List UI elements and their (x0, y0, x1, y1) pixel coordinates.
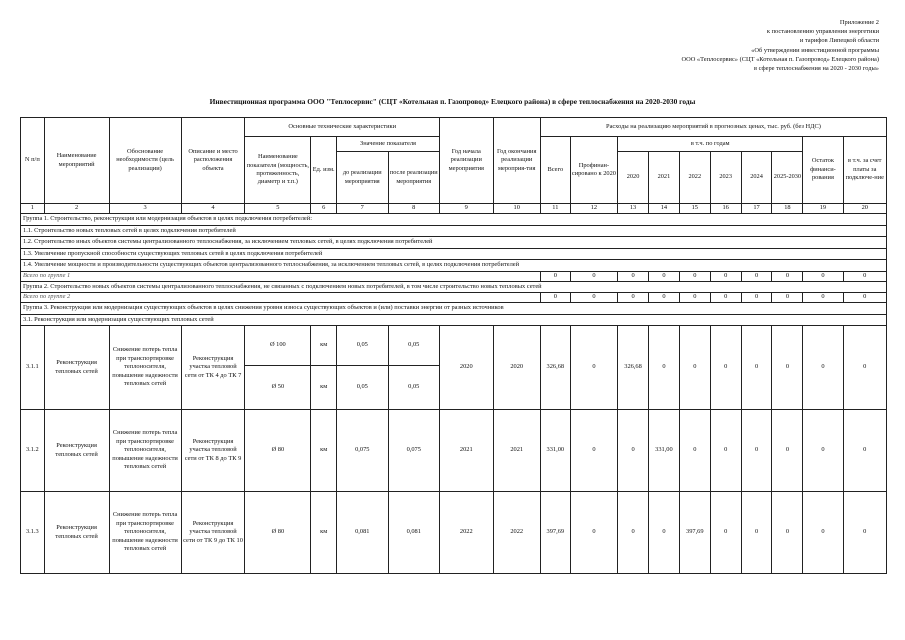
col-2024-header: 2024 (741, 152, 772, 204)
appendix-line: к постановлению управления энергетики (766, 28, 879, 36)
main-chars-header: Основные технические характеристики (245, 118, 440, 137)
total: 331,00 (540, 410, 570, 492)
column-number: 5 (245, 204, 311, 214)
row-number: 3.1.3 (21, 492, 45, 574)
justification: Снижение потерь тепла при транспортировке теплоносителя, повышение надежности тепловых сетей (109, 410, 181, 492)
measure-name: Реконструкция тепловых сетей (44, 492, 109, 574)
column-number: 7 (337, 204, 388, 214)
column-number: 3 (109, 204, 181, 214)
sum-value: 0 (618, 271, 649, 281)
group-1-title: Группа 1. Строительство, реконструкция или модернизация объектов в целях подключения потребителей: (21, 214, 887, 226)
value-before: 0,081 (337, 492, 388, 574)
year-2021: 331,00 (648, 410, 679, 492)
col-end-year-header: Год окончания реализации мероприя-тия (493, 118, 540, 204)
column-number: 6 (311, 204, 337, 214)
sum-value: 0 (540, 271, 570, 281)
header-row (21, 118, 887, 137)
value-before: 0,05 (337, 366, 388, 410)
value-after: 0,05 (388, 366, 439, 410)
year-2020: 0 (618, 492, 649, 574)
value-after: 0,05 (388, 326, 439, 366)
sum-value: 0 (741, 271, 772, 281)
column-number: 2 (44, 204, 109, 214)
sum-label: Всего по группе 2 (21, 293, 541, 303)
by-years-header: в т.ч. по годам (618, 137, 803, 152)
sum-value: 0 (710, 293, 741, 303)
column-number: 16 (710, 204, 741, 214)
appendix-line: «Об утверждении инвестиционной программы (751, 46, 879, 54)
unit: км (311, 492, 337, 574)
subgroup-1-2-title: 1.2. Строительство иных объектов системы централизованного теплоснабжения, за исключением тепловых сетей, в целях подключения потребителей (21, 237, 887, 249)
start-year: 2020 (440, 326, 494, 410)
year-2023: 0 (710, 326, 741, 410)
sum-value: 0 (618, 293, 649, 303)
year-2021: 0 (648, 492, 679, 574)
year-2024: 0 (741, 410, 772, 492)
value-after: 0,075 (388, 410, 439, 492)
col-2021-header: 2021 (648, 152, 679, 204)
indicator: Ø 80 (245, 410, 311, 492)
sum-value: 0 (648, 293, 679, 303)
group-3-title: Группа 3. Реконструкция или модернизация существующих объектов в целях снижения уровня износа существующих объектов и (или) поставки энергии от разных источников (21, 303, 887, 315)
group-row (21, 237, 887, 249)
sum-row-group-2 (21, 293, 887, 303)
column-number: 12 (570, 204, 617, 214)
group-row (21, 281, 887, 293)
sum-value: 0 (803, 271, 843, 281)
connection-fee: 0 (843, 492, 886, 574)
year-2022: 0 (679, 326, 710, 410)
year-2025-2030: 0 (772, 492, 803, 574)
measure-name: Реконструкция тепловых сетей (44, 410, 109, 492)
indicator: Ø 100 (245, 326, 311, 366)
table-row (21, 326, 887, 366)
col-2023-header: 2023 (710, 152, 741, 204)
appendix-line: Приложение 2 (839, 19, 879, 26)
column-number: 9 (440, 204, 494, 214)
col-fee-header: в т.ч. за счет платы за подключе-ние (843, 137, 886, 204)
justification: Снижение потерь тепла при транспортировке теплоносителя, повышение надежности тепловых сетей (109, 492, 181, 574)
sum-label: Всего по группе 1 (21, 271, 541, 281)
measure-name: Реконструкция тепловых сетей (44, 326, 109, 410)
appendix-line: и тарифов Липецкой области (799, 37, 879, 45)
connection-fee: 0 (843, 326, 886, 410)
table-row (21, 492, 887, 574)
row-number: 3.1.2 (21, 410, 45, 492)
group-row (21, 314, 887, 326)
unit: км (311, 326, 337, 366)
year-2023: 0 (710, 492, 741, 574)
col-financed-header: Профинан-сировано к 2020 (570, 137, 617, 204)
group-row (21, 214, 887, 226)
value-after: 0,081 (388, 492, 439, 574)
col-before-header: до реализации мероприятия (337, 152, 388, 204)
end-year: 2021 (493, 410, 540, 492)
sum-value: 0 (710, 271, 741, 281)
appendix-line: ООО «Теплосервис» (СЦТ «Котельная п. Газопровод» Елецкого района) (681, 55, 879, 63)
column-number: 18 (772, 204, 803, 214)
indicator: Ø 80 (245, 492, 311, 574)
col-description-header: Описание и место расположения объекта (181, 118, 245, 204)
year-2023: 0 (710, 410, 741, 492)
remainder: 0 (803, 326, 843, 410)
financed: 0 (570, 326, 617, 410)
col-after-header: после реализации мероприятия (388, 152, 439, 204)
col-remainder-header: Остаток финанси-рования (803, 137, 843, 204)
sum-value: 0 (843, 293, 886, 303)
description: Реконструкция участка тепловой сети от ТК 9 до ТК 10 (181, 492, 245, 574)
col-unit-header: Ед. изм. (311, 137, 337, 204)
description: Реконструкция участка тепловой сети от ТК 8 до ТК 9 (181, 410, 245, 492)
group-2-title: Группа 2. Строительство новых объектов системы централизованного теплоснабжения, не связанных с подключением новых потребителей, в том числе строительство новых тепловых сетей (21, 281, 887, 293)
year-2024: 0 (741, 492, 772, 574)
sum-value: 0 (570, 271, 617, 281)
sum-value: 0 (540, 293, 570, 303)
sum-value: 0 (843, 271, 886, 281)
col-justification-header: Обоснование необходимости (цель реализации) (109, 118, 181, 204)
unit: км (311, 410, 337, 492)
year-2022: 0 (679, 410, 710, 492)
year-2025-2030: 0 (772, 410, 803, 492)
start-year: 2021 (440, 410, 494, 492)
remainder: 0 (803, 410, 843, 492)
sum-value: 0 (772, 271, 803, 281)
column-number: 19 (803, 204, 843, 214)
document-title: Инвестиционная программа ООО "Теплосервис" (СЦТ «Котельная п. Газопровод» Елецкого района) в сфере теплоснабжения на 2020-2030 годы (209, 97, 696, 106)
column-number: 8 (388, 204, 439, 214)
end-year: 2020 (493, 326, 540, 410)
col-num-header: N п/п (21, 118, 45, 204)
row-number: 3.1.1 (21, 326, 45, 410)
value-before: 0,05 (337, 326, 388, 366)
year-2020: 326,68 (618, 326, 649, 410)
sum-value: 0 (570, 293, 617, 303)
subgroup-3-1-title: 3.1. Реконструкция или модернизация существующих тепловых сетей (21, 314, 887, 326)
column-number: 10 (493, 204, 540, 214)
col-name-header: Наименование мероприятий (44, 118, 109, 204)
col-indicator-header: Наименование показателя (мощность, протяженность, диаметр и т.п.) (245, 137, 311, 204)
start-year: 2022 (440, 492, 494, 574)
year-2022: 397,69 (679, 492, 710, 574)
sum-row-group-1 (21, 271, 887, 281)
sum-value: 0 (679, 293, 710, 303)
subgroup-1-4-title: 1.4. Увеличение мощности и производительности существующих объектов централизованного теплоснабжения, за исключением тепловых сетей, в целях подключения потребителей (21, 260, 887, 272)
year-2020: 0 (618, 410, 649, 492)
financed: 0 (570, 410, 617, 492)
sum-value: 0 (741, 293, 772, 303)
group-row (21, 260, 887, 272)
description: Реконструкция участка тепловой сети от ТК 4 до ТК 7 (181, 326, 245, 410)
column-number: 17 (741, 204, 772, 214)
col-2025-header: 2025-2030 (772, 152, 803, 204)
sum-value: 0 (679, 271, 710, 281)
subgroup-1-3-title: 1.3. Увеличение пропускной способности существующих тепловых сетей в целях подключения потребителей (21, 248, 887, 260)
column-number: 14 (648, 204, 679, 214)
group-row (21, 225, 887, 237)
group-row (21, 303, 887, 315)
investment-program-table (20, 117, 887, 574)
column-number: 4 (181, 204, 245, 214)
column-number: 13 (618, 204, 649, 214)
table-row (21, 410, 887, 492)
total: 326,68 (540, 326, 570, 410)
expenses-header: Расходы на реализацию мероприятий в прогнозных ценах, тыс. руб. (без НДС) (540, 118, 886, 137)
subgroup-1-1-title: 1.1. Строительство новых тепловых сетей в целях подключения потребителей (21, 225, 887, 237)
column-numbers-row (21, 204, 887, 214)
sum-value: 0 (803, 293, 843, 303)
value-before: 0,075 (337, 410, 388, 492)
indicator: Ø 50 (245, 366, 311, 410)
indicator-value-header: Значение показателя (337, 137, 440, 152)
column-number: 1 (21, 204, 45, 214)
unit: км (311, 366, 337, 410)
remainder: 0 (803, 492, 843, 574)
group-row (21, 248, 887, 260)
column-number: 20 (843, 204, 886, 214)
sum-value: 0 (648, 271, 679, 281)
col-start-year-header: Год начала реализации мероприятия (440, 118, 494, 204)
year-2025-2030: 0 (772, 326, 803, 410)
column-number: 15 (679, 204, 710, 214)
col-2020-header: 2020 (618, 152, 649, 204)
sum-value: 0 (772, 293, 803, 303)
column-number: 11 (540, 204, 570, 214)
connection-fee: 0 (843, 410, 886, 492)
total: 397,69 (540, 492, 570, 574)
appendix-line: в сфере теплоснабжения на 2020 - 2030 годы» (753, 65, 879, 73)
year-2021: 0 (648, 326, 679, 410)
justification: Снижение потерь тепла при транспортировке теплоносителя, повышение надежности тепловых сетей (109, 326, 181, 410)
financed: 0 (570, 492, 617, 574)
col-total-header: Всего (540, 137, 570, 204)
end-year: 2022 (493, 492, 540, 574)
col-2022-header: 2022 (679, 152, 710, 204)
year-2024: 0 (741, 326, 772, 410)
appendix-block (549, 18, 879, 73)
